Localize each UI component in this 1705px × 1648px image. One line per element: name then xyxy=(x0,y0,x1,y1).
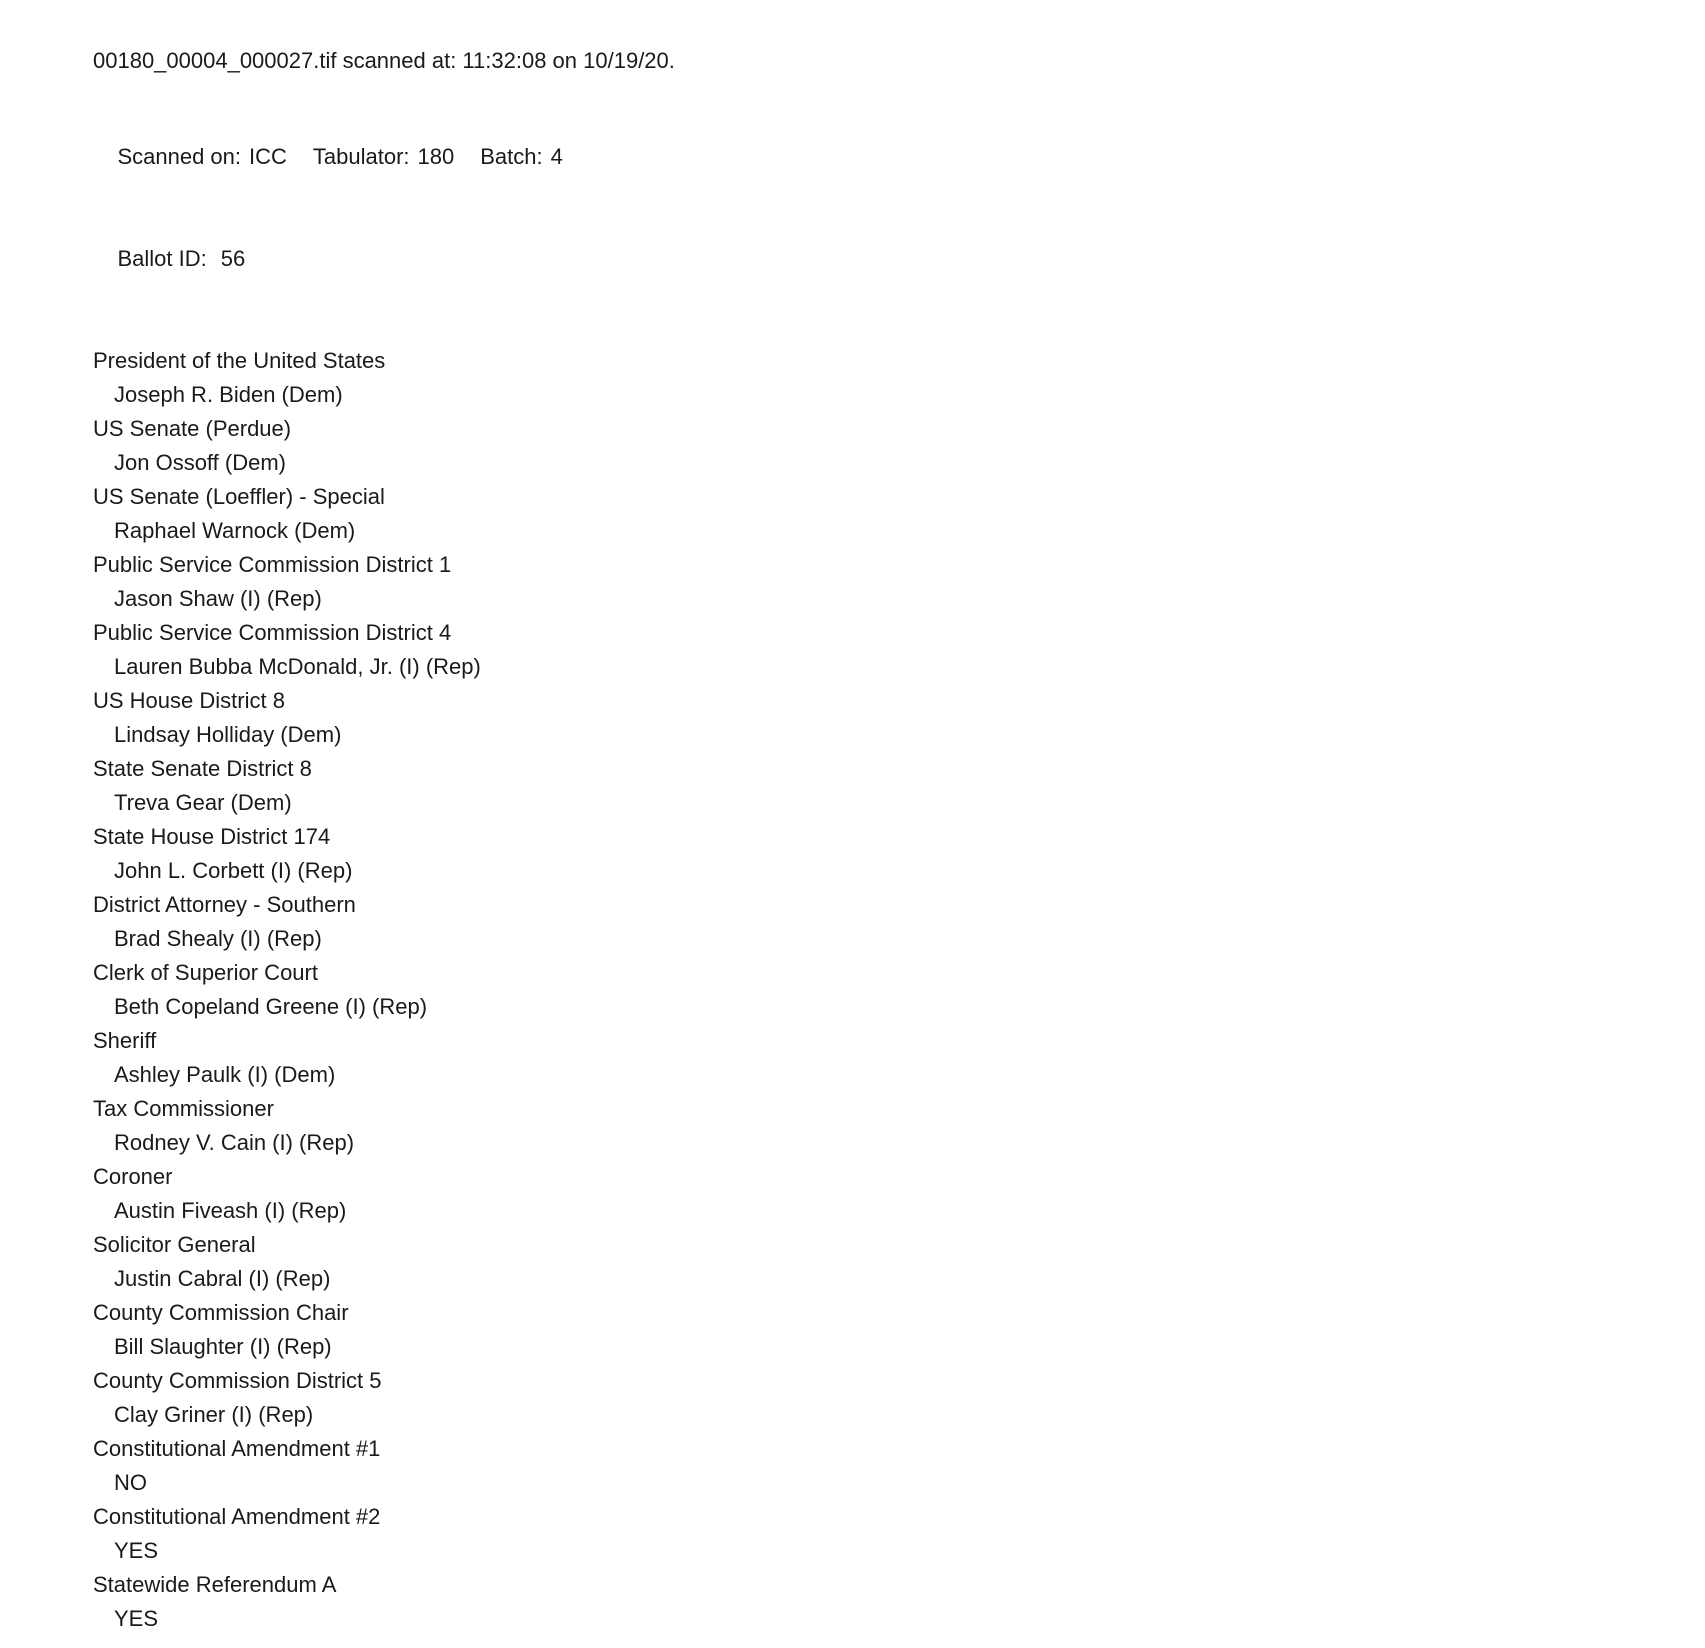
contest-selection: Raphael Warnock (Dem) xyxy=(114,518,356,543)
contest-row xyxy=(93,752,1645,820)
tabulator-label: Tabulator: xyxy=(312,144,410,169)
contest-selection: Brad Shealy (I) (Rep) xyxy=(114,926,322,951)
tabulator-value: 180 xyxy=(417,144,455,169)
contest-title: Sheriff xyxy=(93,1028,157,1053)
contest-row xyxy=(93,684,1645,752)
ballot-id-line xyxy=(93,208,1645,310)
contest-row xyxy=(93,1296,1645,1364)
contest-selection: Clay Griner (I) (Rep) xyxy=(114,1402,314,1427)
contest-row xyxy=(93,1160,1645,1228)
contest-selection: Rodney V. Cain (I) (Rep) xyxy=(114,1130,355,1155)
contest-row xyxy=(93,1364,1645,1432)
batch-label: Batch: xyxy=(480,144,543,169)
contest-row xyxy=(93,1092,1645,1160)
contest-title: Constitutional Amendment #2 xyxy=(93,1504,381,1529)
ballot-id-label: Ballot ID: xyxy=(117,246,207,271)
contest-row xyxy=(93,1500,1645,1568)
contest-selection: Austin Fiveash (I) (Rep) xyxy=(114,1198,347,1223)
contest-row xyxy=(93,548,1645,616)
contest-list xyxy=(93,344,1645,1636)
contest-title: Public Service Commission District 4 xyxy=(93,620,452,645)
contest-row xyxy=(93,888,1645,956)
tabulator-field xyxy=(313,140,454,174)
contest-title: US Senate (Perdue) xyxy=(93,416,292,441)
scanned-on-label: Scanned on: xyxy=(117,144,241,169)
contest-selection: Treva Gear (Dem) xyxy=(114,790,292,815)
contest-row xyxy=(93,344,1645,412)
contest-row xyxy=(93,480,1645,548)
contest-selection: Beth Copeland Greene (I) (Rep) xyxy=(114,994,428,1019)
contest-selection: Jason Shaw (I) (Rep) xyxy=(114,586,322,611)
contest-selection: Ashley Paulk (I) (Dem) xyxy=(114,1062,336,1087)
file-scan-line: 00180_00004_000027.tif scanned at: 11:32:08 on 10/19/20. xyxy=(93,48,675,73)
contest-title: County Commission Chair xyxy=(93,1300,349,1325)
scan-info-line xyxy=(93,106,1645,208)
contest-row xyxy=(93,956,1645,1024)
batch-field xyxy=(480,140,563,174)
contest-title: Public Service Commission District 1 xyxy=(93,552,452,577)
contest-title: Coroner xyxy=(93,1164,173,1189)
contest-selection: Bill Slaughter (I) (Rep) xyxy=(114,1334,332,1359)
contest-selection: YES xyxy=(114,1538,159,1563)
contest-selection: John L. Corbett (I) (Rep) xyxy=(114,858,353,883)
contest-selection: Lindsay Holliday (Dem) xyxy=(114,722,342,747)
contest-row xyxy=(93,1432,1645,1500)
contest-selection: NO xyxy=(114,1470,147,1495)
contest-selection: Lauren Bubba McDonald, Jr. (I) (Rep) xyxy=(114,654,481,679)
scanned-on-field xyxy=(117,140,286,174)
contest-row xyxy=(93,1024,1645,1092)
contest-row xyxy=(93,1568,1645,1636)
contest-selection: YES xyxy=(114,1606,159,1631)
contest-title: US House District 8 xyxy=(93,688,285,713)
contest-title: County Commission District 5 xyxy=(93,1368,382,1393)
scanned-on-value: ICC xyxy=(249,144,287,169)
contest-row xyxy=(93,616,1645,684)
contest-title: Statewide Referendum A xyxy=(93,1572,337,1597)
contest-title: District Attorney - Southern xyxy=(93,892,356,917)
batch-value: 4 xyxy=(550,144,563,169)
contest-row xyxy=(93,412,1645,480)
contest-selection: Jon Ossoff (Dem) xyxy=(114,450,286,475)
contest-title: Clerk of Superior Court xyxy=(93,960,318,985)
contest-selection: Joseph R. Biden (Dem) xyxy=(114,382,343,407)
contest-selection: Justin Cabral (I) (Rep) xyxy=(114,1266,331,1291)
contest-title: State Senate District 8 xyxy=(93,756,312,781)
contest-row xyxy=(93,1228,1645,1296)
contest-title: Tax Commissioner xyxy=(93,1096,274,1121)
contest-title: President of the United States xyxy=(93,348,386,373)
contest-title: Constitutional Amendment #1 xyxy=(93,1436,381,1461)
contest-title: US Senate (Loeffler) - Special xyxy=(93,484,385,509)
contest-title: State House District 174 xyxy=(93,824,331,849)
contest-title: Solicitor General xyxy=(93,1232,256,1257)
contest-row xyxy=(93,820,1645,888)
ballot-id-value: 56 xyxy=(220,246,246,271)
